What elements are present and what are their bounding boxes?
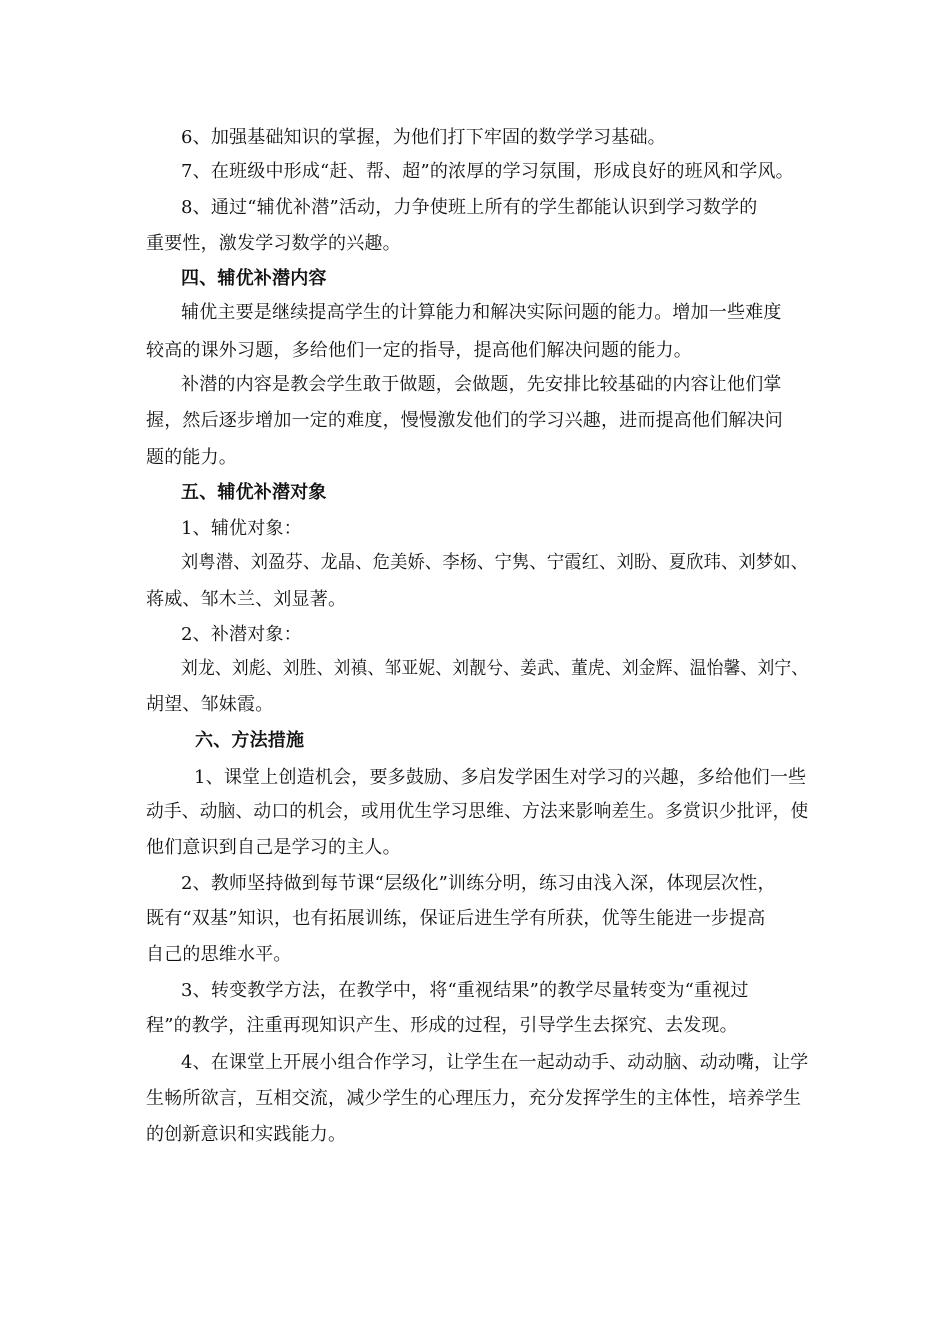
student-name-list: 胡望、邹妹霞。 xyxy=(146,694,274,715)
list-item-6: 6、加强基础知识的掌握，为他们打下牢固的数学学习基础。 xyxy=(181,127,666,148)
paragraph-line: 2、教师坚持做到每节课“层级化”训练分明，练习由浅入深，体现层次性， xyxy=(181,873,776,894)
list-item-label: 1、辅优对象： xyxy=(181,518,302,539)
paragraph-line: 题的能力。 xyxy=(146,447,237,468)
section-heading-4: 四、辅优补潜内容 xyxy=(181,268,327,289)
list-item-7: 7、在班级中形成“赶、帮、超”的浓厚的学习氛围，形成良好的班风和学风。 xyxy=(181,161,794,182)
paragraph-line: 程”的教学，注重再现知识产生、形成的过程，引导学生去探究、去发现。 xyxy=(146,1015,738,1036)
list-item-8: 8、通过“辅优补潜”活动，力争使班上所有的学生都能认识到学习数学的 xyxy=(181,197,758,218)
student-name-list: 蒋威、邹木兰、刘显著。 xyxy=(146,589,347,610)
paragraph-line: 较高的课外习题，多给他们一定的指导，提高他们解决问题的能力。 xyxy=(146,340,692,361)
paragraph-line: 3、转变教学方法，在教学中，将“重视结果”的教学尽量转变为“重视过 xyxy=(181,980,749,1001)
paragraph-line: 辅优主要是继续提高学生的计算能力和解决实际问题的能力。增加一些难度 xyxy=(181,302,782,323)
paragraph-line: 他们意识到自己是学习的主人。 xyxy=(146,837,401,858)
paragraph-line: 生畅所欲言，互相交流，减少学生的心理压力，充分发挥学生的主体性，培养学生 xyxy=(146,1088,802,1109)
paragraph-line: 4、在课堂上开展小组合作学习，让学生在一起动动手、动动脑、动动嘴，让学 xyxy=(181,1052,809,1073)
paragraph-line: 补潜的内容是教会学生敢于做题，会做题，先安排比较基础的内容让他们掌 xyxy=(181,374,782,395)
list-item-8-continued: 重要性，激发学习数学的兴趣。 xyxy=(146,233,401,254)
paragraph-line: 既有“双基”知识，也有拓展训练，保证后进生学有所获，优等生能进一步提高 xyxy=(146,908,766,929)
paragraph-line: 握，然后逐步增加一定的难度，慢慢激发他们的学习兴趣，进而提高他们解决问 xyxy=(146,410,783,431)
section-heading-5: 五、辅优补潜对象 xyxy=(181,482,327,503)
paragraph-line: 自己的思维水平。 xyxy=(146,944,292,965)
paragraph-line: 1、课堂上创造机会，要多鼓励、多启发学困生对学习的兴趣，多给他们一些 xyxy=(194,767,807,788)
list-item-label: 2、补潜对象： xyxy=(181,624,302,645)
paragraph-line: 的创新意识和实践能力。 xyxy=(146,1124,347,1145)
section-heading-6: 六、方法措施 xyxy=(195,730,305,751)
student-name-list: 刘龙、刘彪、刘胜、刘禛、邹亚妮、刘靓兮、姜武、董虎、刘金辉、温怡馨、刘宁、 xyxy=(181,658,809,679)
student-name-list: 刘粤潜、刘盈芬、龙晶、危美娇、李杨、宁隽、宁霞红、刘盼、夏欣玮、刘梦如、 xyxy=(181,552,809,573)
paragraph-line: 动手、动脑、动口的机会，或用优生学习思维、方法来影响差生。多赏识少批评，使 xyxy=(146,801,809,822)
